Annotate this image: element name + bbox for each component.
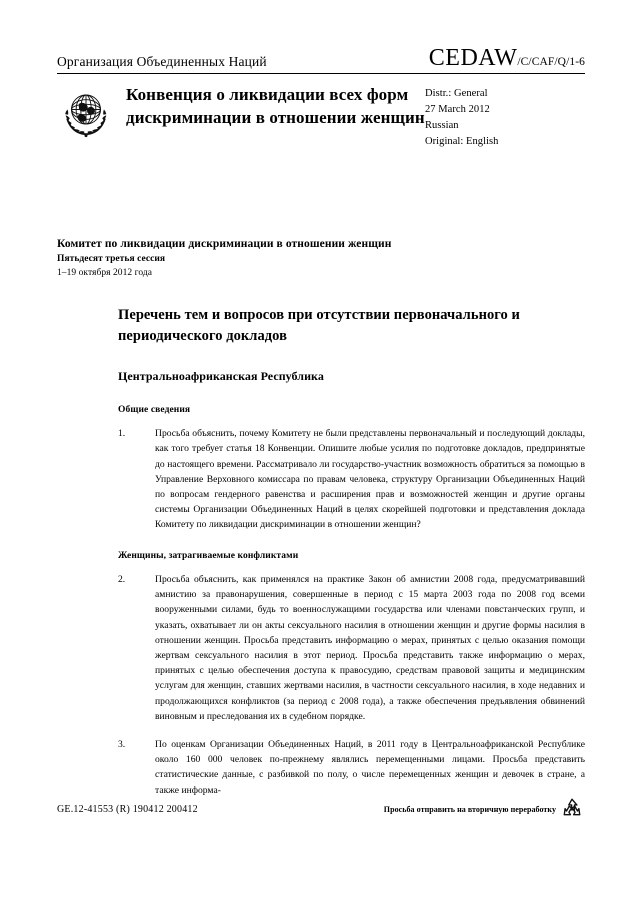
document-symbol-suffix: /C/CAF/Q/1-6	[517, 56, 585, 68]
document-content	[118, 305, 585, 811]
paragraph-number: 2.	[118, 573, 126, 585]
page-title: Перечень тем и вопросов при отсутствии первоначального и периодического докладов	[118, 307, 520, 344]
document-reference-code: GE.12-41553 (R) 190412 200412	[57, 803, 198, 815]
organization-name: Организация Объединенных Наций	[57, 54, 267, 70]
country-heading: Центральноафриканская Республика	[118, 369, 324, 384]
recycle-icon	[559, 796, 585, 822]
masthead	[57, 46, 585, 150]
paragraph-text: По оценкам Организации Объединенных Наций, в 2011 году в Центральноафриканской Республике около 160 000 человек по-прежнему являлись перемещенными лицами. Просьба представить статистические данные, с разбивкой по полу, о числе перемещенных женщин и девочек в стране, а также информа-	[155, 739, 585, 796]
convention-title: Конвенция о ликвидации всех форм дискриминации в отношении женщин	[126, 85, 425, 127]
distribution-block	[425, 83, 585, 150]
paragraph-1	[118, 426, 585, 532]
paragraph-text: Просьба объяснить, как применялся на практике Закон об амнистии 2008 года, предусматривавший амнистию за правонарушения, совершенные в период с 15 марта 2003 года по 2008 год всеми вооруженными силами, будь то военнослужащими государства или членами повстанческих групп, и указать, охватывает ли он акты сексуального насилия в отношении женщин и другие формы насилия в отношении женщин. Просьба представить информацию о мерах, принятых с целью оказания помощи жертвам сексуального насилия в этот период. Просьба представить также информацию о мерах, принятых с целью обеспечения доступа к правосудию, средствам правовой защиты и медицинским услугам для женщин, ставших жертвами насилия, в частности сексуального насилия, в ходе недавних и продолжающихся конфликтов (за период с 2008 года), а также обеспечения предъявления обвинений виновным и преследования их в судебном порядке.	[155, 573, 585, 722]
document-symbol-main: CEDAW	[428, 45, 518, 71]
paragraph-number: 3.	[118, 739, 126, 750]
committee-name: Комитет по ликвидации дискриминации в отношении женщин	[57, 238, 392, 250]
paragraph-2	[118, 572, 585, 724]
document-symbol	[429, 46, 585, 70]
session-dates: 1–19 октября 2012 года	[57, 268, 153, 279]
distribution-language: Russian	[425, 119, 459, 131]
recycle-notice	[384, 796, 585, 822]
distribution-type: Distr.: General	[425, 88, 488, 99]
section-heading-conflict: Женщины, затрагиваемые конфликтами	[118, 550, 299, 561]
section-heading-general: Общие сведения	[118, 404, 191, 415]
distribution-original: Original: English	[425, 135, 499, 147]
committee-block	[57, 236, 457, 281]
paragraph-number: 1.	[118, 428, 126, 440]
masthead-top-row	[57, 46, 585, 72]
page-footer	[57, 796, 585, 822]
recycle-notice-text: Просьба отправить на вторичную переработку	[383, 804, 556, 814]
paragraph-text: Просьба объяснить, почему Комитету не были представлены первоначальный и последующий доклады, как того требует статья 18 Конвенции. Опишите любые усилия по подготовке докладов, предпринятые до настоящего времени. Рассматривало ли государство-участник возможность обратиться за помощью в Управление Верховного комиссара по правам человека, структуру Организации Объединенных Наций по вопросам гендерного равенства и расширения прав и возможностей женщин и другие органы системы Организации Объединенных Наций в целях скорейшей подготовки и представления доклада Комитету по ликвидации дискриминации в отношении женщин?	[155, 428, 585, 531]
un-emblem-icon	[57, 84, 115, 142]
session-name: Пятьдесят третья сессия	[57, 254, 166, 265]
distribution-date: 27 March 2012	[425, 103, 490, 115]
paragraph-3	[118, 737, 585, 798]
masthead-body-row	[57, 74, 585, 150]
